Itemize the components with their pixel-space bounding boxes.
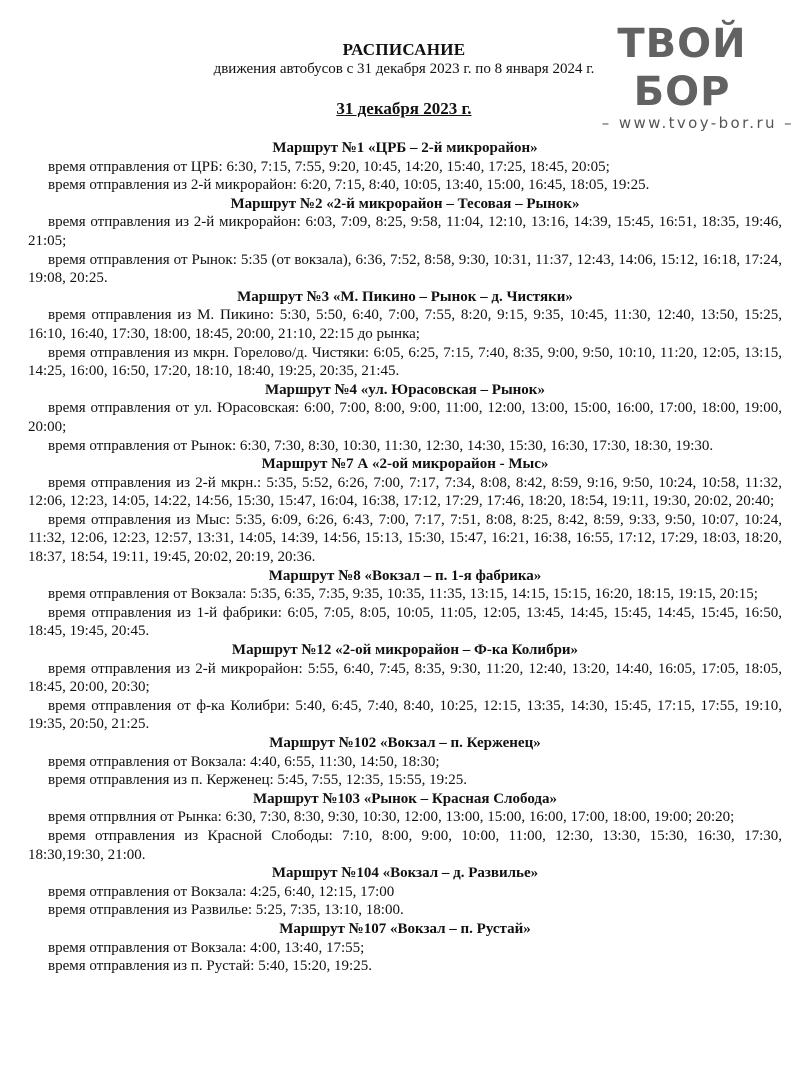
departure-times: время отправления от ф-ка Колибри: 5:40, 6:45, 7:40, 8:40, 10:25, 12:15, 13:35, 14:30, 15:45, 17:15, 17:55, 19:10, 19:35, 20:50, 21:25. bbox=[28, 697, 782, 733]
departure-times: время отправления из М. Пикино: 5:30, 5:50, 6:40, 7:00, 7:55, 8:20, 9:15, 9:35, 10:45, 11:30, 12:40, 13:50, 15:25, 16:10, 16:40, 17:30, 18:00, 18:45, 20:00, 21:10, 22:15 до рынка; bbox=[28, 307, 782, 342]
route-block bbox=[28, 139, 782, 195]
departure-times: время отправления из п. Керженец: 5:45, 7:55, 12:35, 15:55, 19:25. bbox=[48, 772, 468, 789]
route-block bbox=[28, 920, 782, 976]
route-title: Маршрут №102 «Вокзал – п. Керженец» bbox=[269, 735, 541, 751]
date-heading: 31 декабря 2023 г. bbox=[336, 99, 472, 118]
route-title: Маршрут №7 А «2-ой микрорайон - Мыс» bbox=[261, 456, 549, 473]
route-block bbox=[28, 195, 782, 288]
routes-list bbox=[28, 139, 782, 976]
route-block bbox=[28, 734, 782, 790]
route-block bbox=[28, 790, 782, 864]
departure-times: время отправления из 2-й микрорайон: 5:55, 6:40, 7:45, 8:35, 9:30, 11:20, 12:40, 13:20, 14:40, 16:05, 17:05, 18:05, 18:45, 20:00, 20:30; bbox=[28, 660, 782, 696]
departure-times: время отправления из п. Рустай: 5:40, 15:20, 19:25. bbox=[48, 958, 372, 975]
departure-times: время отправления из Развилье: 5:25, 7:35, 13:10, 18:00. bbox=[48, 902, 404, 919]
departure-times: время отправления из Красной Слободы: 7:10, 8:00, 9:00, 10:00, 11:00, 12:30, 13:30, 15:30, 16:30, 17:30, 18:30,19:30, 21:00. bbox=[28, 827, 782, 863]
departure-times: время отправления от Вокзала: 4:25, 6:40, 12:15, 17:00 bbox=[48, 883, 395, 900]
document-subtitle: движения автобусов с 31 декабря 2023 г. по 8 января 2024 г. bbox=[213, 61, 595, 77]
departure-times: время отправления из 2-й микрорайон: 6:03, 7:09, 8:25, 9:58, 11:04, 12:10, 13:16, 14:39, 15:45, 16:51, 18:35, 19:46, 21:05; bbox=[28, 214, 782, 249]
departure-times: время отпрвлния от Рынка: 6:30, 7:30, 8:30, 9:30, 10:30, 12:00, 13:00, 15:00, 16:00, 17:00, 18:00, 19:00; 20:20; bbox=[48, 809, 735, 826]
route-title: Маршрут №1 «ЦРБ – 2-й микрорайон» bbox=[272, 140, 538, 156]
document-title: РАСПИСАНИЕ bbox=[342, 40, 466, 59]
departure-times: время отправления от ул. Юрасовская: 6:00, 7:00, 8:00, 9:00, 11:00, 12:00, 13:00, 15:00, 16:00, 17:00, 18:00, 19:00, 20:00; bbox=[28, 400, 782, 435]
departure-times: время отправления из Мыс: 5:35, 6:09, 6:26, 6:43, 7:00, 7:17, 7:51, 8:08, 8:25, 8:42, 8:59, 9:33, 9:50, 10:07, 10:24, 11:32, 12:06, 12:23, 12:57, 13:31, 14:05, 14:39, 14:56, 15:13, 15:30, 15:47, 16:21, 16:38, 16:55, 17:12, 17:29, 18:03, 18:20, 18:37, 18:54, 19:11, 19:45, 20:02, 20:19, 20:36. bbox=[28, 511, 782, 566]
departure-times: время отправления от Вокзала: 5:35, 6:35, 7:35, 9:35, 10:35, 11:35, 13:15, 14:15, 15:15, 16:20, 18:15, 19:15, 20:15; bbox=[48, 586, 758, 603]
watermark-brand-logo: ТВОЙ БОР bbox=[617, 21, 747, 115]
watermark-site-url: – www.tvoy-bor.ru – bbox=[562, 114, 802, 132]
route-block bbox=[28, 381, 782, 455]
route-block bbox=[28, 641, 782, 734]
departure-times: время отправления из мкрн. Горелово/д. Чистяки: 6:05, 6:25, 7:15, 7:40, 8:35, 9:00, 9:50, 10:10, 11:20, 12:05, 13:15, 14:25, 16:00, 16:50, 17:20, 18:10, 18:40, 19:25, 20:35, 21:45. bbox=[28, 344, 782, 380]
departure-times: время отправления из 1-й фабрики: 6:05, 7:05, 8:05, 10:05, 11:05, 12:05, 13:45, 14:45, 15:45, 14:45, 15:45, 16:50, 18:45, 19:45, 20:45. bbox=[28, 604, 782, 640]
route-block bbox=[28, 864, 782, 920]
departure-times: время отправления из 2-й мкрн.: 5:35, 5:52, 6:26, 7:00, 7:17, 7:34, 8:08, 8:42, 8:59, 9:16, 9:50, 10:24, 10:58, 11:32, 12:06, 12:23, 14:05, 14:22, 14:56, 15:30, 15:47, 16:04, 16:38, 17:12, 17:29, 17:46, 18:20, 18:54, 19:11, 19:30, 20:02, 20:40; bbox=[28, 474, 782, 510]
route-title: Маршрут №104 «Вокзал – д. Развилье» bbox=[271, 865, 539, 882]
departure-times: время отправления от ЦРБ: 6:30, 7:15, 7:55, 9:20, 10:45, 14:20, 15:40, 17:25, 18:45, 20:05; bbox=[48, 158, 610, 175]
departure-times: время отправления от Рынок: 5:35 (от вокзала), 6:36, 7:52, 8:58, 9:30, 10:31, 11:37, 12:43, 14:06, 15:12, 16:18, 17:24, 19:08, 20:25. bbox=[28, 251, 782, 287]
route-title: Маршрут №8 «Вокзал – п. 1-я фабрика» bbox=[268, 567, 542, 584]
route-block bbox=[28, 288, 782, 381]
route-block bbox=[28, 455, 782, 567]
departure-times: время отправления от Вокзала: 4:00, 13:40, 17:55; bbox=[48, 939, 365, 956]
departure-times: время отправления из 2-й микрорайон: 6:20, 7:15, 8:40, 10:05, 13:40, 15:00, 16:45, 18:05, 19:25. bbox=[48, 177, 650, 194]
route-title: Маршрут №3 «М. Пикино – Рынок – д. Чистяки» bbox=[237, 288, 573, 305]
route-title: Маршрут №4 «ул. Юрасовская – Рынок» bbox=[265, 381, 545, 398]
route-title: Маршрут №103 «Рынок – Красная Слобода» bbox=[253, 790, 557, 807]
route-title: Маршрут №107 «Вокзал – п. Рустай» bbox=[279, 920, 531, 937]
route-title: Маршрут №2 «2-й микрорайон – Тесовая – Рынок» bbox=[230, 195, 580, 212]
route-title: Маршрут №12 «2-ой микрорайон – Ф-ка Колибри» bbox=[231, 642, 579, 659]
departure-times: время отправления от Рынок: 6:30, 7:30, 8:30, 10:30, 11:30, 12:30, 14:30, 15:30, 16:30, 17:30, 18:30, 19:30. bbox=[48, 437, 714, 454]
departure-times: время отправления от Вокзала: 4:40, 6:55, 11:30, 14:50, 18:30; bbox=[48, 753, 440, 770]
route-block bbox=[28, 567, 782, 641]
